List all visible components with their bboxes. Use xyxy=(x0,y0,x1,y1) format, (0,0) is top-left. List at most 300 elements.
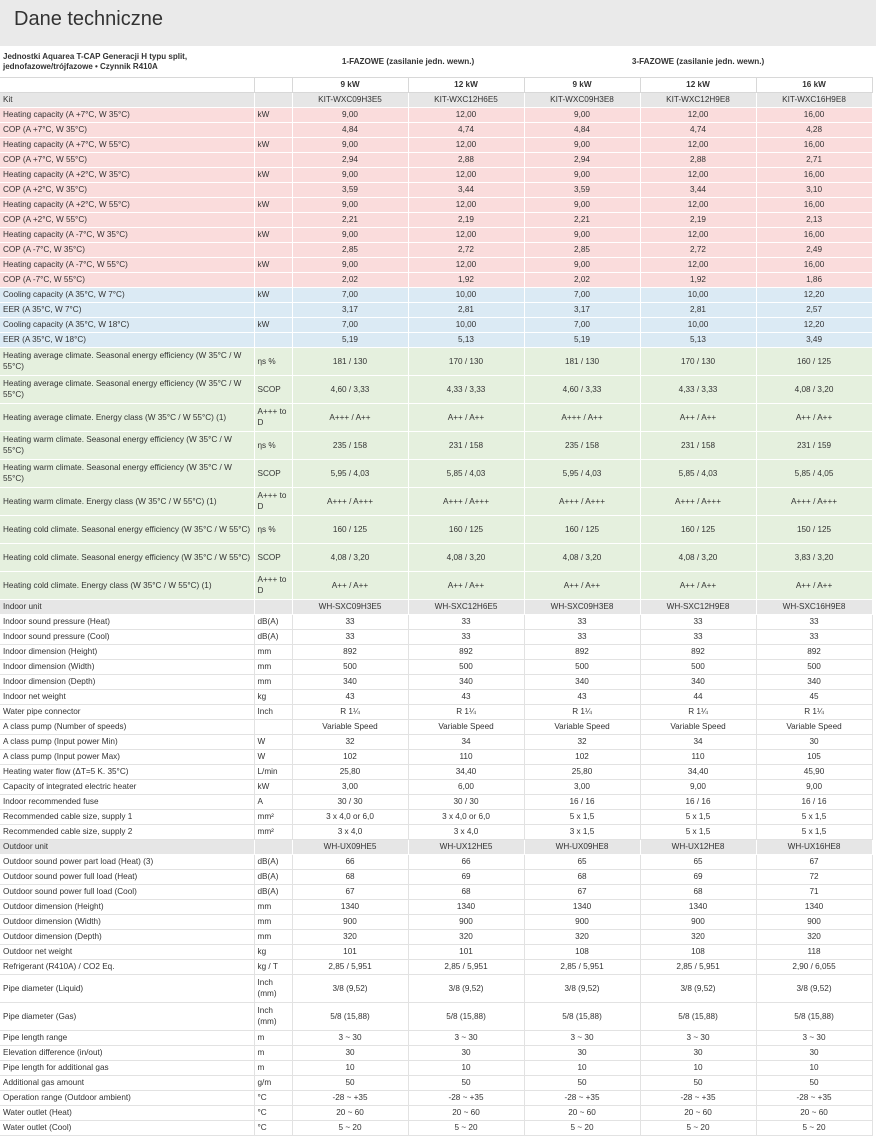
row-value: R 1¼ xyxy=(640,704,756,719)
row-unit: g/m xyxy=(254,1075,292,1090)
row-value: 12,00 xyxy=(408,197,524,212)
row-unit: kW xyxy=(254,107,292,122)
row-unit: kW xyxy=(254,227,292,242)
row-unit: mm xyxy=(254,644,292,659)
row-value: WH-UX16HE8 xyxy=(756,839,872,854)
row-value: 12,00 xyxy=(408,137,524,152)
row-value: 5/8 (15,88) xyxy=(292,1002,408,1030)
row-value: 50 xyxy=(408,1075,524,1090)
row-value: 108 xyxy=(640,944,756,959)
table-row xyxy=(0,152,872,167)
row-value: 2,19 xyxy=(640,212,756,227)
row-value: 231 / 158 xyxy=(408,431,524,459)
table-row xyxy=(0,629,872,644)
table-row xyxy=(0,487,872,515)
row-value: 2,88 xyxy=(640,152,756,167)
group-header-single-phase: 1-FAZOWE (zasilanie jedn. wewn.) xyxy=(292,47,524,77)
row-value: 9,00 xyxy=(292,167,408,182)
row-label: EER (A 35°C, W 7°C) xyxy=(0,302,254,317)
row-value: 3,44 xyxy=(408,182,524,197)
row-value: 3 x 4,0 or 6,0 xyxy=(408,809,524,824)
table-row xyxy=(0,734,872,749)
row-value: 340 xyxy=(524,674,640,689)
row-unit: kW xyxy=(254,167,292,182)
row-value: 160 / 125 xyxy=(640,515,756,543)
table-row xyxy=(0,809,872,824)
row-unit: dB(A) xyxy=(254,629,292,644)
row-value: 150 / 125 xyxy=(756,515,872,543)
row-value: 5/8 (15,88) xyxy=(640,1002,756,1030)
row-value: 3 ~ 30 xyxy=(408,1030,524,1045)
row-value: 1340 xyxy=(292,899,408,914)
row-value: 50 xyxy=(640,1075,756,1090)
page-title: Dane techniczne xyxy=(0,0,876,46)
row-value: Variable Speed xyxy=(524,719,640,734)
row-value: 9,00 xyxy=(756,779,872,794)
row-value: 5 ~ 20 xyxy=(524,1120,640,1135)
row-value: 12,00 xyxy=(640,197,756,212)
table-row xyxy=(0,689,872,704)
row-value: -28 ~ +35 xyxy=(756,1090,872,1105)
row-value: 900 xyxy=(292,914,408,929)
row-value: 4,84 xyxy=(524,122,640,137)
table-row xyxy=(0,272,872,287)
row-value: 500 xyxy=(408,659,524,674)
table-row xyxy=(0,403,872,431)
row-value: 2,85 / 5,951 xyxy=(408,959,524,974)
row-value: 4,08 / 3,20 xyxy=(640,543,756,571)
table-row xyxy=(0,1002,872,1030)
row-value: -28 ~ +35 xyxy=(408,1090,524,1105)
table-row xyxy=(0,332,872,347)
row-value: 5 x 1,5 xyxy=(756,824,872,839)
table-row xyxy=(0,1060,872,1075)
row-value: 25,80 xyxy=(524,764,640,779)
table-row xyxy=(0,779,872,794)
row-label: Heating capacity (A +7°C, W 35°C) xyxy=(0,107,254,122)
row-value: 33 xyxy=(408,629,524,644)
row-value: WH-SXC16H9E8 xyxy=(756,599,872,614)
row-label: Indoor dimension (Depth) xyxy=(0,674,254,689)
row-unit: kg xyxy=(254,689,292,704)
row-value: 30 xyxy=(756,734,872,749)
row-value: 1340 xyxy=(756,899,872,914)
row-value: KIT-WXC16H9E8 xyxy=(756,92,872,107)
table-row xyxy=(0,614,872,629)
row-value: 5,95 / 4,03 xyxy=(292,459,408,487)
row-label: COP (A +2°C, W 35°C) xyxy=(0,182,254,197)
capacity-header-cell: 9 kW xyxy=(292,77,408,92)
row-label: Elevation difference (in/out) xyxy=(0,1045,254,1060)
row-unit xyxy=(254,599,292,614)
table-row xyxy=(0,599,872,614)
row-label: Indoor unit xyxy=(0,599,254,614)
row-unit: dB(A) xyxy=(254,884,292,899)
row-label: Heating warm climate. Energy class (W 35°C / W 55°C) (1) xyxy=(0,487,254,515)
table-row xyxy=(0,899,872,914)
row-value: 3 ~ 30 xyxy=(524,1030,640,1045)
row-value: 892 xyxy=(756,644,872,659)
spec-table-body xyxy=(0,47,872,1135)
row-value: KIT-WXC12H9E8 xyxy=(640,92,756,107)
row-value: 892 xyxy=(408,644,524,659)
table-row xyxy=(0,107,872,122)
row-unit xyxy=(254,152,292,167)
table-row xyxy=(0,944,872,959)
row-value: 20 ~ 60 xyxy=(640,1105,756,1120)
row-value: 9,00 xyxy=(524,197,640,212)
row-value: WH-SXC09H3E5 xyxy=(292,599,408,614)
row-value: 170 / 130 xyxy=(408,347,524,375)
row-value: 500 xyxy=(292,659,408,674)
row-value: 181 / 130 xyxy=(292,347,408,375)
row-value: 5,19 xyxy=(292,332,408,347)
row-value: 2,85 / 5,951 xyxy=(524,959,640,974)
row-unit: A xyxy=(254,794,292,809)
row-unit xyxy=(254,122,292,137)
row-value: 16,00 xyxy=(756,137,872,152)
row-value: -28 ~ +35 xyxy=(640,1090,756,1105)
row-value: 4,33 / 3,33 xyxy=(408,375,524,403)
row-label: Heating capacity (A -7°C, W 35°C) xyxy=(0,227,254,242)
row-value: 66 xyxy=(408,854,524,869)
row-value: 65 xyxy=(524,854,640,869)
capacity-header-blank xyxy=(0,77,254,92)
row-value: 16 / 16 xyxy=(640,794,756,809)
table-row xyxy=(0,347,872,375)
row-unit: SCOP xyxy=(254,375,292,403)
row-value: 45,90 xyxy=(756,764,872,779)
row-value: 4,08 / 3,20 xyxy=(756,375,872,403)
row-value: 4,08 / 3,20 xyxy=(292,543,408,571)
row-unit xyxy=(254,302,292,317)
table-row xyxy=(0,375,872,403)
row-value: 9,00 xyxy=(292,227,408,242)
row-value: KIT-WXC09H3E8 xyxy=(524,92,640,107)
row-value: 340 xyxy=(756,674,872,689)
row-value: A+++ / A+++ xyxy=(524,487,640,515)
row-value: 12,00 xyxy=(408,167,524,182)
group-header-row xyxy=(0,47,872,77)
row-value: 12,00 xyxy=(640,167,756,182)
row-value: 5 x 1,5 xyxy=(756,809,872,824)
row-label: COP (A +2°C, W 55°C) xyxy=(0,212,254,227)
row-label: A class pump (Input power Min) xyxy=(0,734,254,749)
row-value: A+++ / A+++ xyxy=(408,487,524,515)
row-unit: kg xyxy=(254,944,292,959)
row-value: 5 x 1,5 xyxy=(640,809,756,824)
row-value: 2,90 / 6,055 xyxy=(756,959,872,974)
row-unit: m xyxy=(254,1030,292,1045)
row-value: 9,00 xyxy=(292,197,408,212)
capacity-header-cell: 12 kW xyxy=(408,77,524,92)
capacity-header-cell: 12 kW xyxy=(640,77,756,92)
row-value: 2,49 xyxy=(756,242,872,257)
row-unit: mm xyxy=(254,929,292,944)
row-value: 3 x 4,0 xyxy=(292,824,408,839)
row-value: 320 xyxy=(524,929,640,944)
row-unit xyxy=(254,272,292,287)
row-label: COP (A -7°C, W 55°C) xyxy=(0,272,254,287)
row-value: 1340 xyxy=(640,899,756,914)
row-unit: °C xyxy=(254,1105,292,1120)
row-value: KIT-WXC12H6E5 xyxy=(408,92,524,107)
row-label: Indoor net weight xyxy=(0,689,254,704)
row-value: 10,00 xyxy=(640,287,756,302)
row-value: 340 xyxy=(640,674,756,689)
row-value: 2,19 xyxy=(408,212,524,227)
row-value: 3,83 / 3,20 xyxy=(756,543,872,571)
row-value: 30 xyxy=(524,1045,640,1060)
row-value: 2,85 xyxy=(524,242,640,257)
row-unit: kg / T xyxy=(254,959,292,974)
row-value: 12,00 xyxy=(640,137,756,152)
table-row xyxy=(0,644,872,659)
row-value: 235 / 158 xyxy=(524,431,640,459)
row-value: 3,49 xyxy=(756,332,872,347)
row-value: 10 xyxy=(292,1060,408,1075)
row-label: Pipe length for additional gas xyxy=(0,1060,254,1075)
row-label: Kit xyxy=(0,92,254,107)
row-value: 3,17 xyxy=(292,302,408,317)
row-value: 20 ~ 60 xyxy=(292,1105,408,1120)
row-label: Heating warm climate. Seasonal energy efficiency (W 35°C / W 55°C) xyxy=(0,431,254,459)
row-label: Outdoor dimension (Height) xyxy=(0,899,254,914)
table-row xyxy=(0,122,872,137)
row-label: Heating capacity (A +2°C, W 35°C) xyxy=(0,167,254,182)
row-unit: mm xyxy=(254,674,292,689)
table-row xyxy=(0,317,872,332)
row-label: Recommended cable size, supply 2 xyxy=(0,824,254,839)
row-value: 2,57 xyxy=(756,302,872,317)
row-value: 170 / 130 xyxy=(640,347,756,375)
row-value: 181 / 130 xyxy=(524,347,640,375)
capacity-header-unit-blank xyxy=(254,77,292,92)
row-value: 5,19 xyxy=(524,332,640,347)
table-row xyxy=(0,929,872,944)
row-value: A+++ / A+++ xyxy=(640,487,756,515)
row-value: 892 xyxy=(640,644,756,659)
row-value: 10,00 xyxy=(408,317,524,332)
row-value: 68 xyxy=(640,884,756,899)
row-value: 2,21 xyxy=(524,212,640,227)
row-value: 34 xyxy=(640,734,756,749)
table-row xyxy=(0,227,872,242)
row-value: 7,00 xyxy=(292,287,408,302)
row-value: 5 ~ 20 xyxy=(756,1120,872,1135)
row-value: 34,40 xyxy=(408,764,524,779)
table-row xyxy=(0,302,872,317)
row-value: 33 xyxy=(292,629,408,644)
row-value: 10,00 xyxy=(640,317,756,332)
spec-table xyxy=(0,47,873,1136)
row-value: 20 ~ 60 xyxy=(524,1105,640,1120)
row-value: 105 xyxy=(756,749,872,764)
row-value: 67 xyxy=(292,884,408,899)
table-row xyxy=(0,431,872,459)
table-row xyxy=(0,839,872,854)
row-value: 2,13 xyxy=(756,212,872,227)
table-row xyxy=(0,659,872,674)
row-label: A class pump (Number of speeds) xyxy=(0,719,254,734)
row-label: COP (A +7°C, W 55°C) xyxy=(0,152,254,167)
row-value: 2,81 xyxy=(640,302,756,317)
row-value: 3,59 xyxy=(292,182,408,197)
table-row xyxy=(0,1030,872,1045)
row-label: Outdoor sound power full load (Heat) xyxy=(0,869,254,884)
row-value: 3,00 xyxy=(524,779,640,794)
row-label: A class pump (Input power Max) xyxy=(0,749,254,764)
row-value: 320 xyxy=(408,929,524,944)
row-value: 2,72 xyxy=(408,242,524,257)
row-value: 1340 xyxy=(408,899,524,914)
table-row xyxy=(0,914,872,929)
row-value: 5 ~ 20 xyxy=(640,1120,756,1135)
row-value: 101 xyxy=(408,944,524,959)
row-value: A+++ / A++ xyxy=(292,403,408,431)
row-value: 43 xyxy=(292,689,408,704)
row-value: 4,33 / 3,33 xyxy=(640,375,756,403)
row-value: 9,00 xyxy=(640,779,756,794)
row-unit xyxy=(254,92,292,107)
row-value: WH-UX09HE8 xyxy=(524,839,640,854)
row-unit: kW xyxy=(254,137,292,152)
table-row xyxy=(0,1090,872,1105)
row-value: 4,84 xyxy=(292,122,408,137)
row-value: WH-SXC12H9E8 xyxy=(640,599,756,614)
row-value: -28 ~ +35 xyxy=(524,1090,640,1105)
row-value: 9,00 xyxy=(292,137,408,152)
table-row xyxy=(0,704,872,719)
row-label: Pipe diameter (Gas) xyxy=(0,1002,254,1030)
row-value: 2,21 xyxy=(292,212,408,227)
row-value: A+++ / A+++ xyxy=(756,487,872,515)
row-value: 340 xyxy=(292,674,408,689)
row-unit xyxy=(254,332,292,347)
row-value: 16,00 xyxy=(756,257,872,272)
row-unit: kW xyxy=(254,779,292,794)
row-value: 5,85 / 4,03 xyxy=(640,459,756,487)
row-unit: W xyxy=(254,749,292,764)
row-value: 12,00 xyxy=(640,227,756,242)
row-label: Water pipe connector xyxy=(0,704,254,719)
row-value: 71 xyxy=(756,884,872,899)
table-row xyxy=(0,749,872,764)
row-value: 2,71 xyxy=(756,152,872,167)
row-value: 3/8 (9,52) xyxy=(524,974,640,1002)
row-value: 5 ~ 20 xyxy=(408,1120,524,1135)
row-value: 2,85 / 5,951 xyxy=(292,959,408,974)
row-label: Pipe length range xyxy=(0,1030,254,1045)
row-value: 3 ~ 30 xyxy=(640,1030,756,1045)
row-value: 50 xyxy=(524,1075,640,1090)
row-value: 2,94 xyxy=(292,152,408,167)
row-label: Heating cold climate. Seasonal energy efficiency (W 35°C / W 55°C) xyxy=(0,515,254,543)
row-value: 69 xyxy=(408,869,524,884)
table-row xyxy=(0,1045,872,1060)
row-unit: Inch xyxy=(254,704,292,719)
table-row xyxy=(0,287,872,302)
row-value: 10 xyxy=(524,1060,640,1075)
row-value: 12,00 xyxy=(408,107,524,122)
row-value: 4,28 xyxy=(756,122,872,137)
row-value: 4,74 xyxy=(408,122,524,137)
row-value: 12,20 xyxy=(756,317,872,332)
table-row xyxy=(0,242,872,257)
table-row xyxy=(0,959,872,974)
row-value: 892 xyxy=(292,644,408,659)
row-value: 33 xyxy=(292,614,408,629)
row-value: 231 / 158 xyxy=(640,431,756,459)
row-value: 9,00 xyxy=(524,167,640,182)
row-unit: mm² xyxy=(254,809,292,824)
row-unit: A+++ to D xyxy=(254,487,292,515)
row-value: 3/8 (9,52) xyxy=(640,974,756,1002)
row-unit: L/min xyxy=(254,764,292,779)
row-label: Heating cold climate. Energy class (W 35°C / W 55°C) (1) xyxy=(0,571,254,599)
table-row xyxy=(0,543,872,571)
table-row xyxy=(0,854,872,869)
row-value: WH-UX12HE8 xyxy=(640,839,756,854)
row-value: 32 xyxy=(292,734,408,749)
row-unit: Inch (mm) xyxy=(254,1002,292,1030)
row-value: 900 xyxy=(640,914,756,929)
row-value: 50 xyxy=(292,1075,408,1090)
row-value: 2,88 xyxy=(408,152,524,167)
row-value: 43 xyxy=(408,689,524,704)
row-value: 118 xyxy=(756,944,872,959)
row-value: 5/8 (15,88) xyxy=(524,1002,640,1030)
row-value: 3,10 xyxy=(756,182,872,197)
row-value: 34,40 xyxy=(640,764,756,779)
row-value: 3,00 xyxy=(292,779,408,794)
table-row xyxy=(0,869,872,884)
row-value: 900 xyxy=(408,914,524,929)
table-description: Jednostki Aquarea T-CAP Generacji H typu split, jednofazowe/trójfazowe • Czynnik R410A xyxy=(0,47,254,77)
row-value: 16,00 xyxy=(756,107,872,122)
row-value: 43 xyxy=(524,689,640,704)
row-value: 30 / 30 xyxy=(292,794,408,809)
table-row xyxy=(0,459,872,487)
row-label: EER (A 35°C, W 18°C) xyxy=(0,332,254,347)
row-label: Indoor sound pressure (Cool) xyxy=(0,629,254,644)
row-value: -28 ~ +35 xyxy=(292,1090,408,1105)
capacity-header-cell: 16 kW xyxy=(756,77,872,92)
row-unit: SCOP xyxy=(254,543,292,571)
row-value: 7,00 xyxy=(524,317,640,332)
row-label: Water outlet (Heat) xyxy=(0,1105,254,1120)
table-row xyxy=(0,1105,872,1120)
row-value: 7,00 xyxy=(524,287,640,302)
row-label: Additional gas amount xyxy=(0,1075,254,1090)
row-value: 33 xyxy=(524,614,640,629)
row-unit: A+++ to D xyxy=(254,571,292,599)
row-value: 900 xyxy=(524,914,640,929)
row-value: 102 xyxy=(524,749,640,764)
row-value: 3,17 xyxy=(524,302,640,317)
row-value: 33 xyxy=(524,629,640,644)
row-value: 160 / 125 xyxy=(756,347,872,375)
row-value: 30 xyxy=(640,1045,756,1060)
row-value: 4,08 / 3,20 xyxy=(408,543,524,571)
row-value: 20 ~ 60 xyxy=(756,1105,872,1120)
row-value: 33 xyxy=(756,614,872,629)
table-row xyxy=(0,1120,872,1135)
row-value: 5,95 / 4,03 xyxy=(524,459,640,487)
row-value: WH-SXC12H6E5 xyxy=(408,599,524,614)
row-value: 30 / 30 xyxy=(408,794,524,809)
row-label: COP (A +7°C, W 35°C) xyxy=(0,122,254,137)
